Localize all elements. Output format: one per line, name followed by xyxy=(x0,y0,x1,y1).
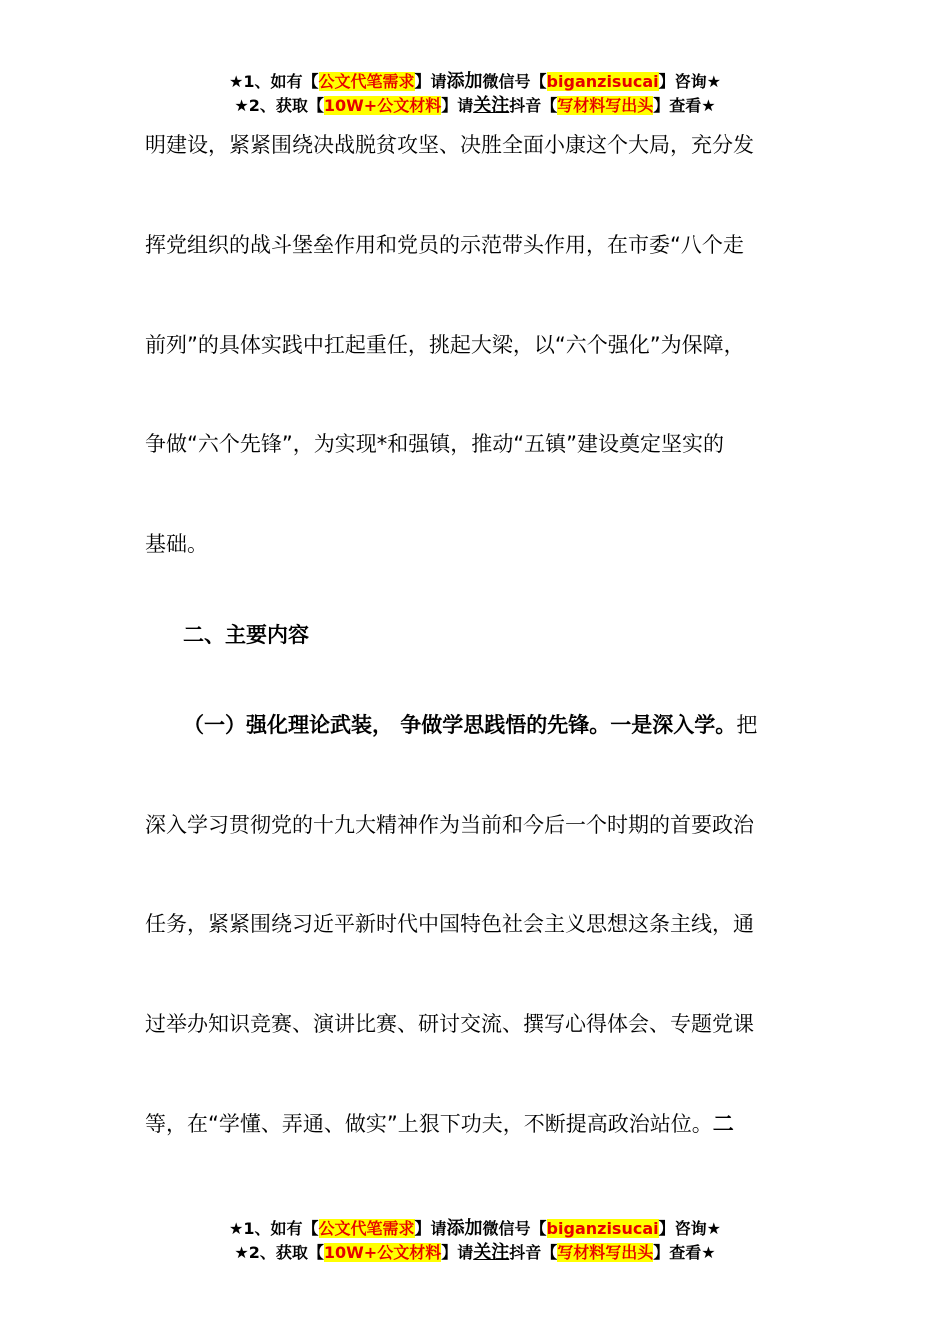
banner-line-2: ★2、获取【10W+公文材料】请关注抖音【写材料写出头】查看★ xyxy=(234,95,716,116)
highlight-wechat-id: biganzisucai xyxy=(546,72,659,91)
highlight-douyin: 写材料写出头 xyxy=(557,96,654,115)
text-line-3: 前列”的具体实践中扛起重任，挑起大梁，以“六个强化”为保障， xyxy=(145,333,745,357)
footer-line-1: ★1、如有【公文代笔需求】请添加微信号【biganzisucai】咨询★ xyxy=(229,1218,721,1239)
footer-line-2: ★2、获取【10W+公文材料】请关注抖音【写材料写出头】查看★ xyxy=(234,1242,716,1263)
footer-banner xyxy=(0,1217,950,1265)
highlight-materials: 10W+公文材料 xyxy=(323,96,442,115)
highlight-ghostwriting: 公文代笔需求 xyxy=(318,72,415,91)
section-heading: 二、主要内容 xyxy=(183,623,309,647)
text-line-6: （一）强化理论武装， 争做学思践悟的先锋。一是深入学。把 xyxy=(183,713,758,737)
text-line-7: 深入学习贯彻党的十九大精神作为当前和今后一个时期的首要政治 xyxy=(145,813,754,837)
text-line-9: 过举办知识竞赛、演讲比赛、研讨交流、撰写心得体会、专题党课 xyxy=(145,1012,754,1036)
banner-line-1: ★1、如有【公文代笔需求】请添加微信号【biganzisucai】咨询★ xyxy=(229,71,721,92)
text-line-8: 任务，紧紧围绕习近平新时代中国特色社会主义思想这条主线，通 xyxy=(145,912,754,936)
text-line-5: 基础。 xyxy=(145,532,208,556)
text-line-1: 明建设，紧紧围绕决战脱贫攻坚、决胜全面小康这个大局，充分发 xyxy=(145,133,754,157)
text-line-2: 挥党组织的战斗堡垒作用和党员的示范带头作用，在市委“八个走 xyxy=(145,233,744,257)
text-line-10: 等，在“学懂、弄通、做实”上狠下功夫，不断提高政治站位。二 xyxy=(145,1112,734,1136)
text-line-4: 争做“六个先锋”，为实现*和强镇，推动“五镇”建设奠定坚实的 xyxy=(145,432,725,456)
header-banner xyxy=(0,70,950,118)
